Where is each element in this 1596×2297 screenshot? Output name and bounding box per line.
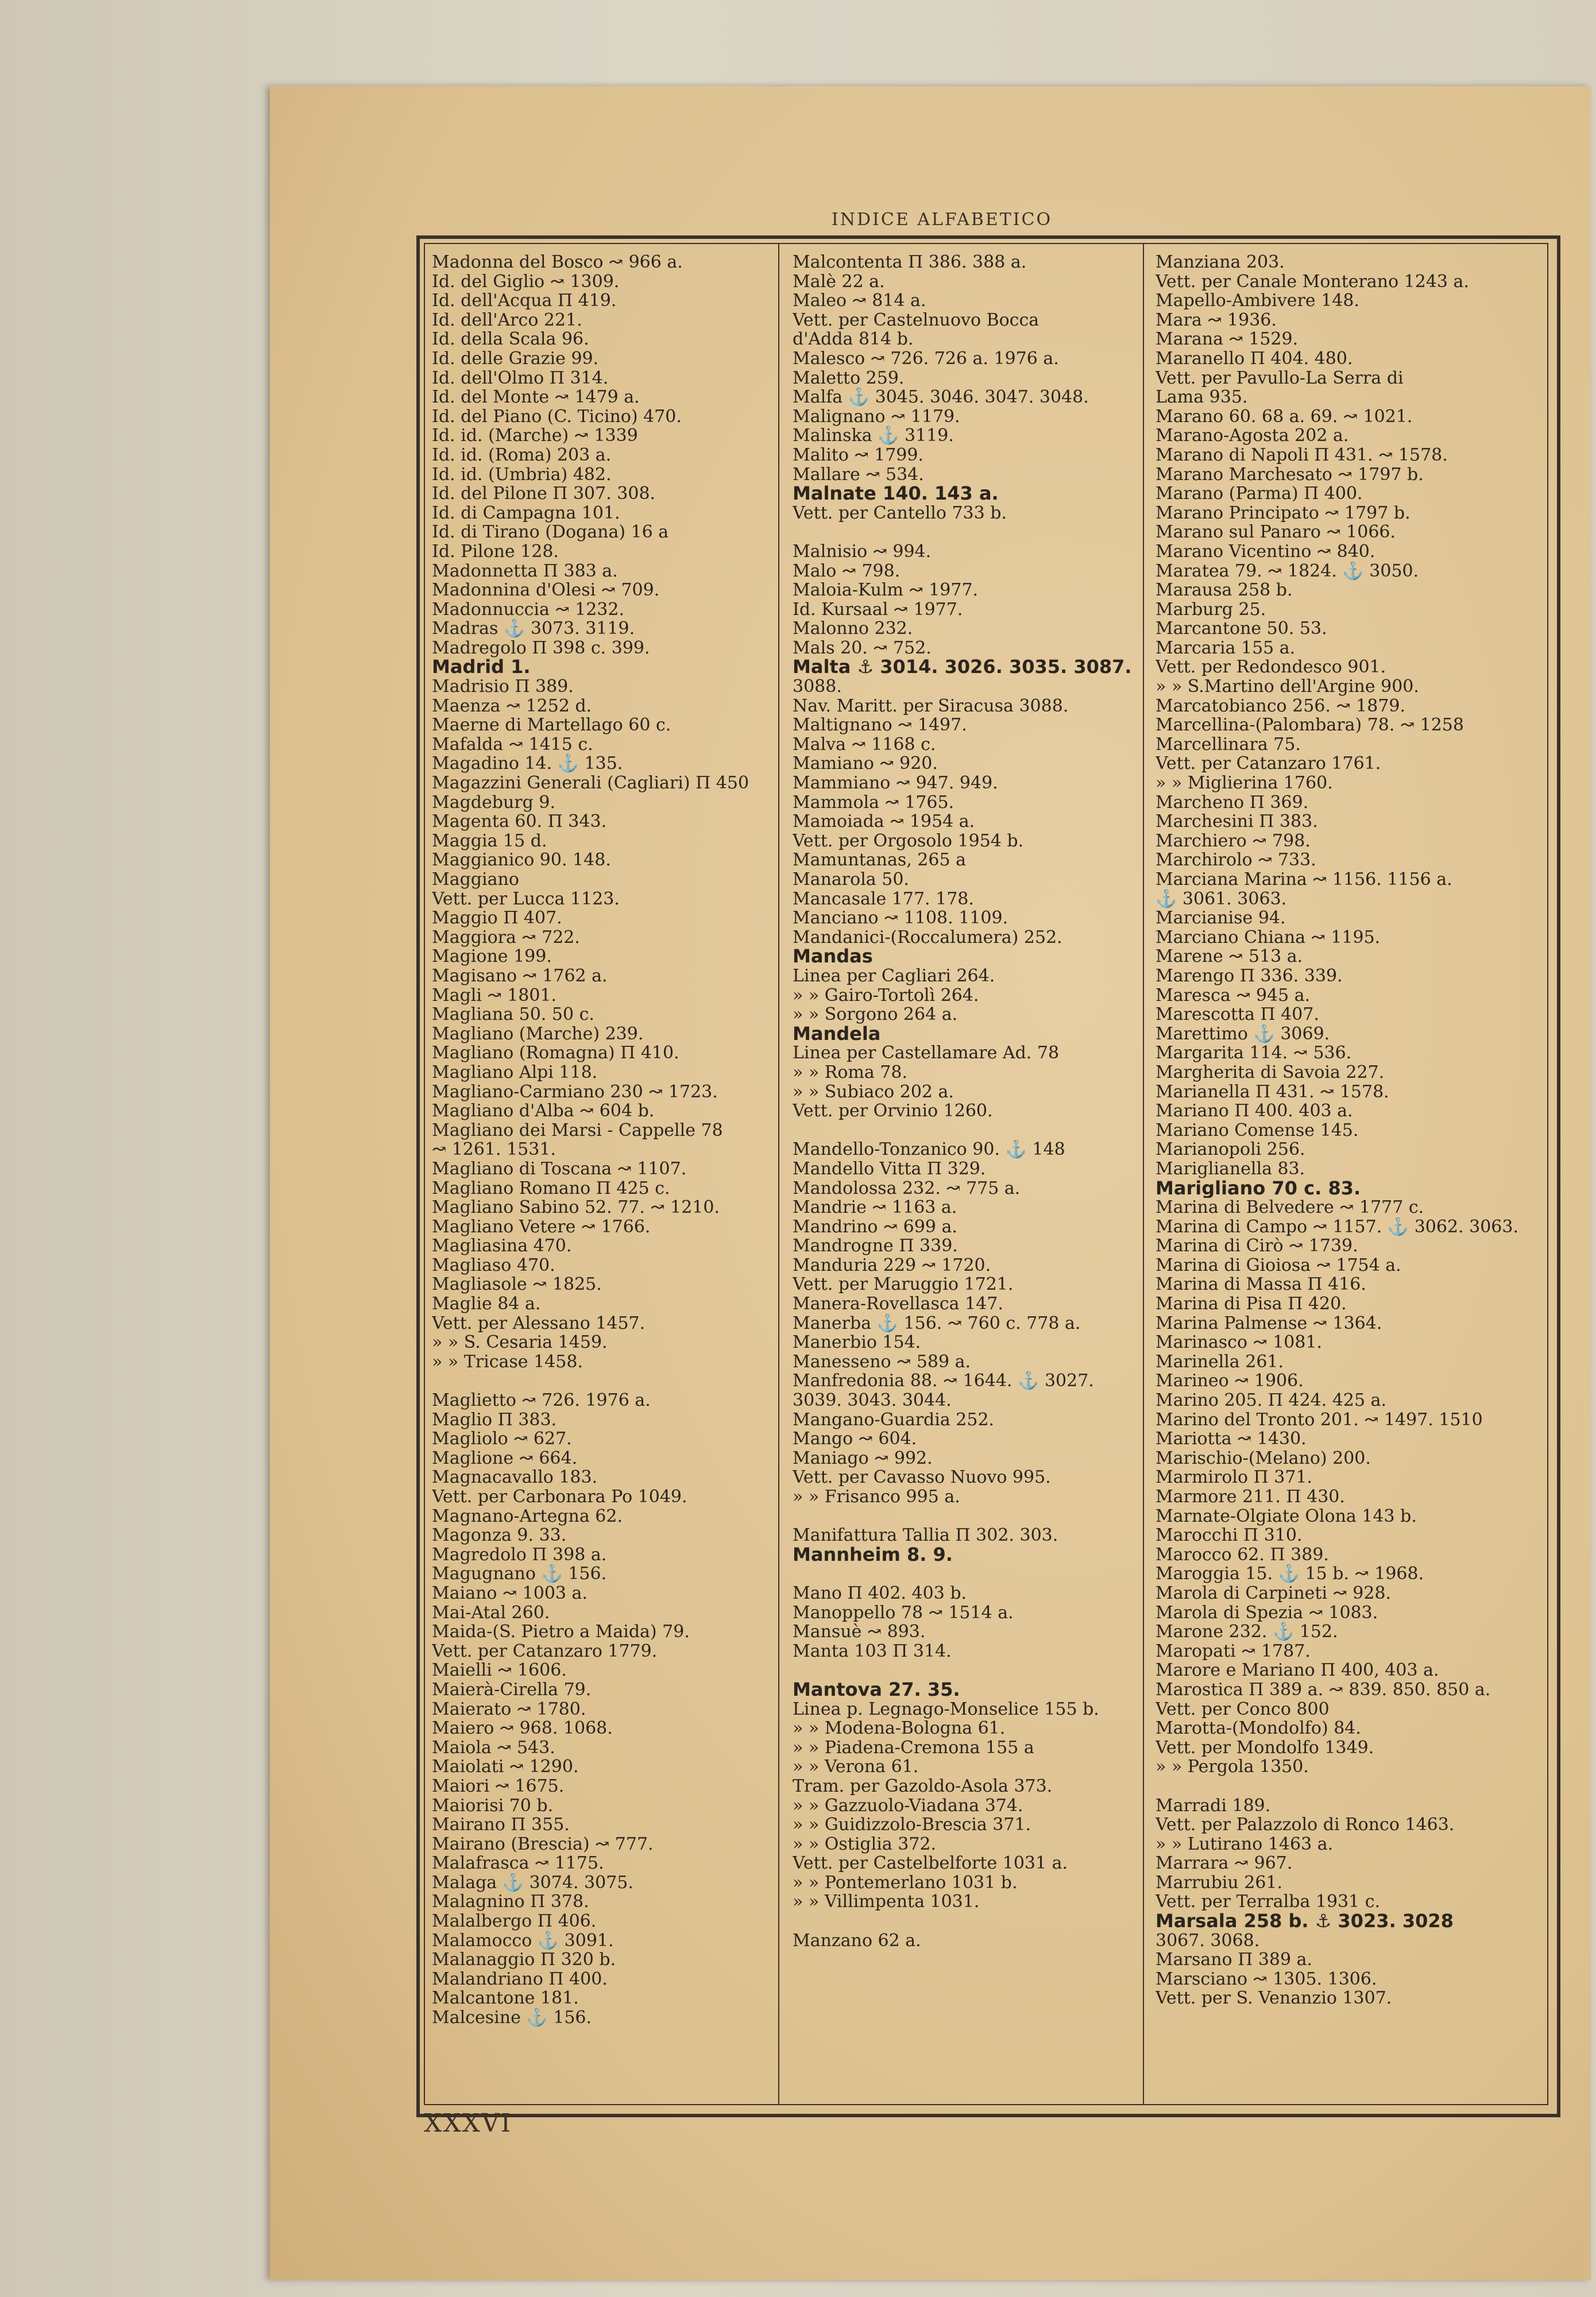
index-entry: Malfa ⚓ 3045. 3046. 3047. 3048.: [793, 388, 1089, 407]
index-column-2: [793, 253, 1137, 1950]
index-entry: Id. di Campagna 101.: [432, 503, 620, 523]
index-entry: Maloia-Kulm ↝ 1977.: [793, 581, 979, 600]
index-entry: Marischio-(Melano) 200.: [1156, 1448, 1371, 1468]
index-entry: Marinella 261.: [1156, 1352, 1284, 1372]
index-entry: Madonnetta Π 383 a.: [432, 561, 618, 581]
index-entry: Marina di Gioiosa ↝ 1754 a.: [1156, 1255, 1401, 1275]
index-entry: Id. Kursaal ↝ 1977.: [793, 600, 963, 620]
index-entry: Linea p. Legnago-Monselice 155 b.: [793, 1699, 1099, 1719]
index-entry: Magliano (Marche) 239.: [432, 1024, 644, 1044]
index-entry: Marano Vicentino ↝ 840.: [1156, 542, 1375, 562]
index-entry: Maiero ↝ 968. 1068.: [432, 1719, 613, 1738]
index-entry: Magliana 50. 50 c.: [432, 1005, 594, 1024]
index-entry: Manerba ⚓ 156. ↝ 760 c. 778 a.: [793, 1313, 1081, 1333]
index-entry: Magliano Vetere ↝ 1766.: [432, 1217, 651, 1237]
index-entry: Madonnuccia ↝ 1232.: [432, 600, 625, 620]
index-entry: Maierà-Cirella 79.: [432, 1680, 592, 1700]
index-entry: Marsano Π 389 a.: [1156, 1950, 1313, 1970]
index-entry: Marola di Carpineti ↝ 928.: [1156, 1583, 1392, 1603]
column-divider: [778, 244, 779, 2105]
index-entry: Mamiano ↝ 920.: [793, 754, 938, 774]
index-entry: [793, 1564, 1137, 1584]
index-entry: Marcellina-(Palombara) 78. ↝ 1258: [1156, 716, 1464, 735]
index-entry: Maresca ↝ 945 a.: [1156, 985, 1311, 1006]
index-entry: Malta ⚓ 3014. 3026. 3035. 3087.: [793, 658, 1132, 678]
index-entry: Margherita di Savoia 227.: [1156, 1062, 1385, 1082]
index-entry: Vett. per Palazzolo di Ronco 1463.: [1156, 1815, 1455, 1835]
index-entry: Marano (Parma) Π 400.: [1156, 484, 1363, 504]
index-entry: Marradi 189.: [1156, 1796, 1271, 1816]
index-entry: Mammola ↝ 1765.: [793, 792, 954, 813]
index-entry: Mango ↝ 604.: [793, 1429, 917, 1449]
index-entry: Marina Palmense ↝ 1364.: [1156, 1313, 1382, 1333]
index-entry: Maggia 15 d.: [432, 831, 547, 851]
index-entry: Malinska ⚓ 3119.: [793, 426, 954, 446]
index-entry: Marina di Massa Π 416.: [1156, 1275, 1366, 1295]
index-entry: Vett. per Cantello 733 b.: [793, 503, 1007, 523]
index-entry: Magenta 60. Π 343.: [432, 812, 607, 832]
index-entry: Magliano Romano Π 425 c.: [432, 1178, 670, 1198]
index-entry: Vett. per Pavullo-La Serra di: [1156, 368, 1404, 388]
index-entry: Nav. Maritt. per Siracusa 3088.: [793, 696, 1069, 716]
index-entry: Vett. per Terralba 1931 c.: [1156, 1892, 1381, 1912]
index-entry: Malesco ↝ 726. 726 a. 1976 a.: [793, 349, 1059, 369]
index-entry: Madras ⚓ 3073. 3119.: [432, 619, 635, 639]
index-entry: Marcianise 94.: [1156, 908, 1286, 928]
index-entry: » » Villimpenta 1031.: [793, 1892, 980, 1912]
index-entry: » » S.Martino dell'Argine 900.: [1156, 677, 1419, 697]
index-entry: Maleo ↝ 814 a.: [793, 291, 926, 311]
index-entry: Magliasole ↝ 1825.: [432, 1275, 602, 1295]
index-entry: Marchesini Π 383.: [1156, 812, 1318, 832]
index-entry: Mandrie ↝ 1163 a.: [793, 1198, 957, 1217]
index-entry: » » Tricase 1458.: [432, 1352, 583, 1372]
index-entry: Marene ↝ 513 a.: [1156, 947, 1303, 966]
index-entry: Mandolossa 232. ↝ 775 a.: [793, 1178, 1021, 1198]
index-entry: d'Adda 814 b.: [793, 330, 914, 349]
index-entry: Marciano Chiana ↝ 1195.: [1156, 927, 1381, 948]
index-entry: Maletto 259.: [793, 368, 905, 388]
index-entry: Marano-Agosta 202 a.: [1156, 426, 1349, 446]
index-entry: Mara ↝ 1936.: [1156, 310, 1277, 330]
index-entry: Mafalda ↝ 1415 c.: [432, 734, 593, 755]
index-entry: Marina di Cirò ↝ 1739.: [1156, 1236, 1358, 1256]
index-entry: Mai-Atal 260.: [432, 1603, 550, 1623]
index-entry: Malcontenta Π 386. 388 a.: [793, 253, 1027, 272]
index-entry: Malalbergo Π 406.: [432, 1912, 597, 1931]
index-entry: Id. delle Grazie 99.: [432, 349, 599, 369]
index-entry: Vett. per Catanzaro 1761.: [1156, 754, 1381, 774]
index-entry: Marsciano ↝ 1305. 1306.: [1156, 1969, 1377, 1989]
index-entry: » » Lutirano 1463 a.: [1156, 1834, 1334, 1854]
index-entry: Id. del Pilone Π 307. 308.: [432, 484, 656, 504]
index-entry: Marone 232. ⚓ 152.: [1156, 1622, 1338, 1642]
index-entry: Maggiora ↝ 722.: [432, 927, 580, 948]
index-entry: Lama 935.: [1156, 388, 1248, 407]
index-entry: ⚓ 3061. 3063.: [1156, 889, 1287, 909]
index-entry: Vett. per Redondesco 901.: [1156, 658, 1386, 678]
index-entry: Mariotta ↝ 1430.: [1156, 1429, 1307, 1449]
index-entry: Marcheno Π 369.: [1156, 792, 1309, 813]
index-entry: Marina di Pisa Π 420.: [1156, 1294, 1347, 1314]
index-entry: Mano Π 402. 403 b.: [793, 1583, 967, 1603]
index-entry: Marina di Belvedere ↝ 1777 c.: [1156, 1198, 1424, 1217]
index-entry: Marausa 258 b.: [1156, 581, 1293, 600]
index-entry: Linea per Castellamare Ad. 78: [793, 1043, 1060, 1063]
index-entry: Marore e Mariano Π 400, 403 a.: [1156, 1661, 1439, 1680]
index-entry: Marcantone 50. 53.: [1156, 619, 1327, 639]
index-column-1: [432, 253, 775, 2028]
index-entry: Maenza ↝ 1252 d.: [432, 696, 592, 716]
index-entry: Marianella Π 431. ↝ 1578.: [1156, 1082, 1389, 1102]
index-entry: Linea per Cagliari 264.: [793, 966, 995, 986]
index-entry: Mairano Π 355.: [432, 1815, 570, 1835]
index-entry: Manduria 229 ↝ 1720.: [793, 1255, 991, 1275]
index-entry: Manfredonia 88. ↝ 1644. ⚓ 3027.: [793, 1371, 1094, 1391]
index-entry: » » Pontemerlano 1031 b.: [793, 1873, 1018, 1893]
index-entry: Mandrogne Π 339.: [793, 1236, 958, 1256]
index-entry: Maida-(S. Pietro a Maida) 79.: [432, 1622, 690, 1642]
index-entry: [432, 1371, 775, 1391]
index-entry: Marostica Π 389 a. ↝ 839. 850. 850 a.: [1156, 1680, 1491, 1700]
index-entry: Id. della Scala 96.: [432, 330, 589, 349]
index-entry: Maniago ↝ 992.: [793, 1448, 933, 1468]
index-entry: Vett. per Castelbelforte 1031 a.: [793, 1854, 1068, 1873]
index-entry: Marino del Tronto 201. ↝ 1497. 1510: [1156, 1410, 1483, 1430]
index-entry: Malva ↝ 1168 c.: [793, 734, 936, 755]
index-entry: [1156, 1777, 1539, 1796]
index-entry: Marengo Π 336. 339.: [1156, 966, 1343, 986]
index-entry: Marchiero ↝ 798.: [1156, 831, 1311, 851]
index-entry: Magliano d'Alba ↝ 604 b.: [432, 1101, 655, 1121]
index-entry: » » Gazzuolo-Viadana 374.: [793, 1796, 1023, 1816]
index-entry: [793, 1121, 1137, 1140]
index-entry: Id. dell'Acqua Π 419.: [432, 291, 617, 311]
index-entry: Marsala 258 b. ⚓ 3023. 3028: [1156, 1912, 1454, 1931]
index-entry: Marcaria 155 a.: [1156, 638, 1296, 658]
index-entry: Mannheim 8. 9.: [793, 1545, 953, 1565]
index-entry: Manera-Rovellasca 147.: [793, 1294, 1003, 1314]
index-entry: Vett. per Catanzaro 1779.: [432, 1641, 658, 1661]
index-entry: Vett. per S. Venanzio 1307.: [1156, 1989, 1392, 2009]
index-entry: Vett. per Orvinio 1260.: [793, 1101, 993, 1121]
index-entry: Id. di Tirano (Dogana) 16 a: [432, 523, 669, 542]
index-entry: Manifattura Tallia Π 302. 303.: [793, 1526, 1058, 1545]
index-entry: Marrara ↝ 967.: [1156, 1854, 1293, 1873]
index-entry: Mansuè ↝ 893.: [793, 1622, 926, 1642]
index-entry: Marigliano 70 c. 83.: [1156, 1178, 1361, 1198]
index-entry: Magugnano ⚓ 156.: [432, 1564, 607, 1584]
index-entry: Marano sul Panaro ↝ 1066.: [1156, 523, 1396, 542]
page-number: XXXVI: [424, 2109, 512, 2138]
index-entry: Mariano Π 400. 403 a.: [1156, 1101, 1353, 1121]
index-entry: Id. del Monte ↝ 1479 a.: [432, 388, 640, 407]
index-entry: Magisano ↝ 1762 a.: [432, 966, 608, 986]
index-entry: Marinasco ↝ 1081.: [1156, 1333, 1323, 1352]
index-entry: » » S. Cesaria 1459.: [432, 1333, 608, 1352]
index-entry: Madrid 1.: [432, 658, 531, 678]
index-entry: Marrubiu 261.: [1156, 1873, 1283, 1893]
index-entry: Magredolo Π 398 a.: [432, 1545, 607, 1565]
index-entry: Magliano-Carmiano 230 ↝ 1723.: [432, 1082, 718, 1102]
index-entry: Maglio Π 383.: [432, 1410, 557, 1430]
index-entry: Vett. per Cavasso Nuovo 995.: [793, 1468, 1051, 1487]
index-entry: Maroggia 15. ⚓ 15 b. ↝ 1968.: [1156, 1564, 1424, 1584]
index-entry: Malcesine ⚓ 156.: [432, 2008, 592, 2028]
index-entry: Maiolati ↝ 1290.: [432, 1757, 579, 1777]
index-entry: Madregolo Π 398 c. 399.: [432, 638, 650, 658]
index-entry: Maltignano ↝ 1497.: [793, 716, 967, 735]
index-entry: [793, 1912, 1137, 1931]
index-entry: Mancasale 177. 178.: [793, 889, 974, 909]
index-entry: » » Ostiglia 372.: [793, 1834, 937, 1854]
index-entry: Maranello Π 404. 480.: [1156, 349, 1353, 369]
index-entry: Magliano Sabino 52. 77. ↝ 1210.: [432, 1198, 720, 1217]
index-entry: Malanaggio Π 320 b.: [432, 1950, 616, 1970]
index-entry: Magnacavallo 183.: [432, 1468, 598, 1487]
index-entry: Vett. per Maruggio 1721.: [793, 1275, 1014, 1295]
index-entry: » » Guidizzolo-Brescia 371.: [793, 1815, 1031, 1835]
index-entry: Magazzini Generali (Cagliari) Π 450: [432, 774, 749, 793]
index-entry: Magliolo ↝ 627.: [432, 1429, 572, 1449]
index-entry: Mapello-Ambivere 148.: [1156, 291, 1359, 311]
index-entry: Manciano ↝ 1108. 1109.: [793, 908, 1008, 928]
index-entry: Malo ↝ 798.: [793, 561, 901, 581]
index-entry: Marocchi Π 310.: [1156, 1526, 1303, 1545]
index-entry: Magliano Alpi 118.: [432, 1062, 598, 1082]
index-entry: Vett. per Canale Monterano 1243 a.: [1156, 272, 1469, 292]
index-entry: [793, 523, 1137, 542]
index-entry: Vett. per Castelnuovo Bocca: [793, 310, 1039, 330]
index-entry: Malnate 140. 143 a.: [793, 484, 999, 504]
index-entry: Id. del Piano (C. Ticino) 470.: [432, 407, 682, 427]
index-entry: Id. del Giglio ↝ 1309.: [432, 272, 620, 292]
index-entry: Mals 20. ↝ 752.: [793, 638, 932, 658]
index-entry: Id. dell'Olmo Π 314.: [432, 368, 609, 388]
index-entry: » » Sorgono 264 a.: [793, 1005, 958, 1024]
index-entry: Maropati ↝ 1787.: [1156, 1641, 1311, 1661]
index-entry: Mantova 27. 35.: [793, 1680, 960, 1700]
index-entry: Id. id. (Roma) 203 a.: [432, 445, 612, 465]
index-entry: Mallare ↝ 534.: [793, 465, 924, 485]
index-entry: Vett. per Alessano 1457.: [432, 1313, 646, 1333]
index-entry: Marcatobianco 256. ↝ 1879.: [1156, 696, 1406, 716]
index-entry: Magonza 9. 33.: [432, 1526, 567, 1545]
index-entry: Malaga ⚓ 3074. 3075.: [432, 1873, 633, 1893]
index-entry: Malignano ↝ 1179.: [793, 407, 960, 427]
index-entry: Magliaso 470.: [432, 1255, 555, 1275]
index-entry: Madonnina d'Olesi ↝ 709.: [432, 581, 660, 600]
index-entry: » » Pergola 1350.: [1156, 1757, 1309, 1777]
index-entry: Malcantone 181.: [432, 1989, 579, 2009]
index-entry: Malafrasca ↝ 1175.: [432, 1854, 604, 1873]
index-entry: Malandriano Π 400.: [432, 1969, 608, 1989]
index-entry: Id. dell'Arco 221.: [432, 310, 582, 330]
index-entry: Marocco 62. Π 389.: [1156, 1545, 1329, 1565]
index-entry: Magliano dei Marsi - Cappelle 78: [432, 1120, 723, 1140]
index-entry: Marianopoli 256.: [1156, 1140, 1305, 1159]
index-entry: Mandello-Tonzanico 90. ⚓ 148: [793, 1140, 1065, 1159]
index-entry: Maratea 79. ↝ 1824. ⚓ 3050.: [1156, 561, 1419, 581]
index-entry: Manta 103 Π 314.: [793, 1641, 952, 1661]
index-entry: [793, 1661, 1137, 1680]
index-entry: Mammiano ↝ 947. 949.: [793, 774, 998, 793]
index-entry: Marmore 211. Π 430.: [1156, 1487, 1345, 1507]
index-entry: Marciana Marina ↝ 1156. 1156 a.: [1156, 870, 1452, 890]
index-entry: Maielli ↝ 1606.: [432, 1661, 567, 1680]
index-entry: Maglietto ↝ 726. 1976 a.: [432, 1391, 651, 1410]
index-entry: Vett. per Orgosolo 1954 b.: [793, 831, 1024, 851]
index-entry: Marcellinara 75.: [1156, 734, 1301, 755]
index-entry: Magdeburg 9.: [432, 792, 555, 813]
index-entry: » » Verona 61.: [793, 1757, 919, 1777]
index-entry: Marano di Napoli Π 431. ↝ 1578.: [1156, 445, 1448, 465]
index-entry: Maiori ↝ 1675.: [432, 1776, 565, 1796]
index-entry: Malagnino Π 378.: [432, 1892, 589, 1912]
index-entry: Maiola ↝ 543.: [432, 1738, 555, 1758]
index-entry: Magliano (Romagna) Π 410.: [432, 1043, 679, 1063]
index-entry: Mariglianella 83.: [1156, 1159, 1305, 1179]
index-entry: » » Miglierina 1760.: [1156, 774, 1333, 793]
index-entry: Marano 60. 68 a. 69. ↝ 1021.: [1156, 407, 1413, 427]
index-entry: Marino 205. Π 424. 425 a.: [1156, 1391, 1387, 1410]
index-entry: Mamoiada ↝ 1954 a.: [793, 812, 975, 832]
index-entry: Marana ↝ 1529.: [1156, 330, 1299, 349]
index-entry: » » Piadena-Cremona 155 a: [793, 1738, 1034, 1758]
index-entry: Malè 22 a.: [793, 272, 885, 292]
index-entry: Madrisio Π 389.: [432, 677, 574, 697]
column-divider: [1143, 244, 1144, 2105]
index-entry: Marola di Spezia ↝ 1083.: [1156, 1603, 1378, 1623]
index-entry: [793, 1507, 1137, 1526]
index-entry: Marina di Campo ↝ 1157. ⚓ 3062. 3063.: [1156, 1217, 1518, 1237]
index-entry: Malnisio ↝ 994.: [793, 542, 932, 562]
index-entry: » » Roma 78.: [793, 1062, 908, 1082]
page-header: INDICE ALFABETICO: [831, 210, 1053, 230]
index-entry: Madonna del Bosco ↝ 966 a.: [432, 253, 683, 272]
index-entry: Maggiano: [432, 870, 519, 890]
index-entry: Vett. per Carbonara Po 1049.: [432, 1487, 687, 1507]
index-entry: Magione 199.: [432, 947, 552, 966]
index-entry: » » Subiaco 202 a.: [793, 1082, 954, 1102]
index-entry: Marettimo ⚓ 3069.: [1156, 1024, 1330, 1044]
index-entry: Marano Principato ↝ 1797 b.: [1156, 503, 1410, 523]
index-entry: Manesseno ↝ 589 a.: [793, 1352, 971, 1372]
index-column-3: [1156, 253, 1539, 2008]
index-entry: Mandello Vitta Π 329.: [793, 1159, 986, 1179]
index-entry: Malamocco ⚓ 3091.: [432, 1931, 614, 1951]
index-entry: Manoppello 78 ↝ 1514 a.: [793, 1603, 1014, 1623]
index-entry: Manerbio 154.: [793, 1333, 921, 1352]
index-entry: Malonno 232.: [793, 619, 913, 639]
index-entry: Marineo ↝ 1906.: [1156, 1371, 1304, 1391]
index-entry: Magnano-Artegna 62.: [432, 1506, 623, 1526]
index-entry: ↝ 1261. 1531.: [432, 1140, 556, 1159]
index-entry: Maggianico 90. 148.: [432, 850, 611, 870]
index-entry: Id. id. (Marche) ↝ 1339: [432, 426, 638, 446]
index-entry: Marano Marchesato ↝ 1797 b.: [1156, 465, 1424, 485]
index-entry: Vett. per Lucca 1123.: [432, 889, 620, 909]
index-entry: Maglie 84 a.: [432, 1294, 541, 1314]
index-entry: Maiorisi 70 b.: [432, 1796, 554, 1816]
index-entry: Maerne di Martellago 60 c.: [432, 716, 671, 735]
index-entry: Malito ↝ 1799.: [793, 445, 924, 465]
index-entry: Magliasina 470.: [432, 1236, 572, 1256]
index-entry: 3039. 3043. 3044.: [793, 1391, 952, 1410]
index-entry: Marnate-Olgiate Olona 143 b.: [1156, 1506, 1417, 1526]
index-entry: Marotta-(Mondolfo) 84.: [1156, 1719, 1361, 1738]
index-entry: Manziana 203.: [1156, 253, 1285, 272]
index-entry: Maggio Π 407.: [432, 908, 562, 928]
index-entry: Mandas: [793, 947, 873, 966]
index-entry: Maiano ↝ 1003 a.: [432, 1583, 588, 1603]
index-entry: Marchirolo ↝ 733.: [1156, 850, 1316, 870]
index-entry: Mairano (Brescia) ↝ 777.: [432, 1834, 654, 1854]
index-entry: Tram. per Gazoldo-Asola 373.: [793, 1776, 1053, 1796]
index-entry: Magli ↝ 1801.: [432, 985, 557, 1006]
index-entry: Magliano di Toscana ↝ 1107.: [432, 1159, 687, 1179]
index-entry: 3088.: [793, 677, 842, 697]
index-entry: Manzano 62 a.: [793, 1931, 921, 1951]
index-entry: Marmirolo Π 371.: [1156, 1468, 1313, 1487]
index-entry: Mandela: [793, 1024, 881, 1044]
index-entry: Id. Pilone 128.: [432, 542, 559, 562]
index-entry: Id. id. (Umbria) 482.: [432, 465, 612, 485]
index-entry: Maglione ↝ 664.: [432, 1448, 578, 1468]
index-entry: » » Frisanco 995 a.: [793, 1487, 960, 1507]
index-entry: Mangano-Guardia 252.: [793, 1410, 995, 1430]
index-entry: Margarita 114. ↝ 536.: [1156, 1043, 1352, 1063]
index-entry: Mamuntanas, 265 a: [793, 850, 966, 870]
index-entry: 3067. 3068.: [1156, 1931, 1260, 1951]
index-entry: Mariano Comense 145.: [1156, 1120, 1359, 1140]
index-entry: » » Gairo-Tortolì 264.: [793, 985, 979, 1006]
index-entry: Magadino 14. ⚓ 135.: [432, 754, 623, 774]
index-entry: Vett. per Conco 800: [1156, 1699, 1330, 1719]
index-entry: » » Modena-Bologna 61.: [793, 1719, 1006, 1738]
index-entry: Marescotta Π 407.: [1156, 1005, 1319, 1024]
index-entry: Marburg 25.: [1156, 600, 1266, 620]
index-entry: Maierato ↝ 1780.: [432, 1699, 586, 1719]
index-entry: Vett. per Mondolfo 1349.: [1156, 1738, 1374, 1758]
index-entry: Mandanici-(Roccalumera) 252.: [793, 927, 1062, 948]
index-entry: Manarola 50.: [793, 870, 909, 890]
index-entry: Mandrino ↝ 699 a.: [793, 1217, 957, 1237]
